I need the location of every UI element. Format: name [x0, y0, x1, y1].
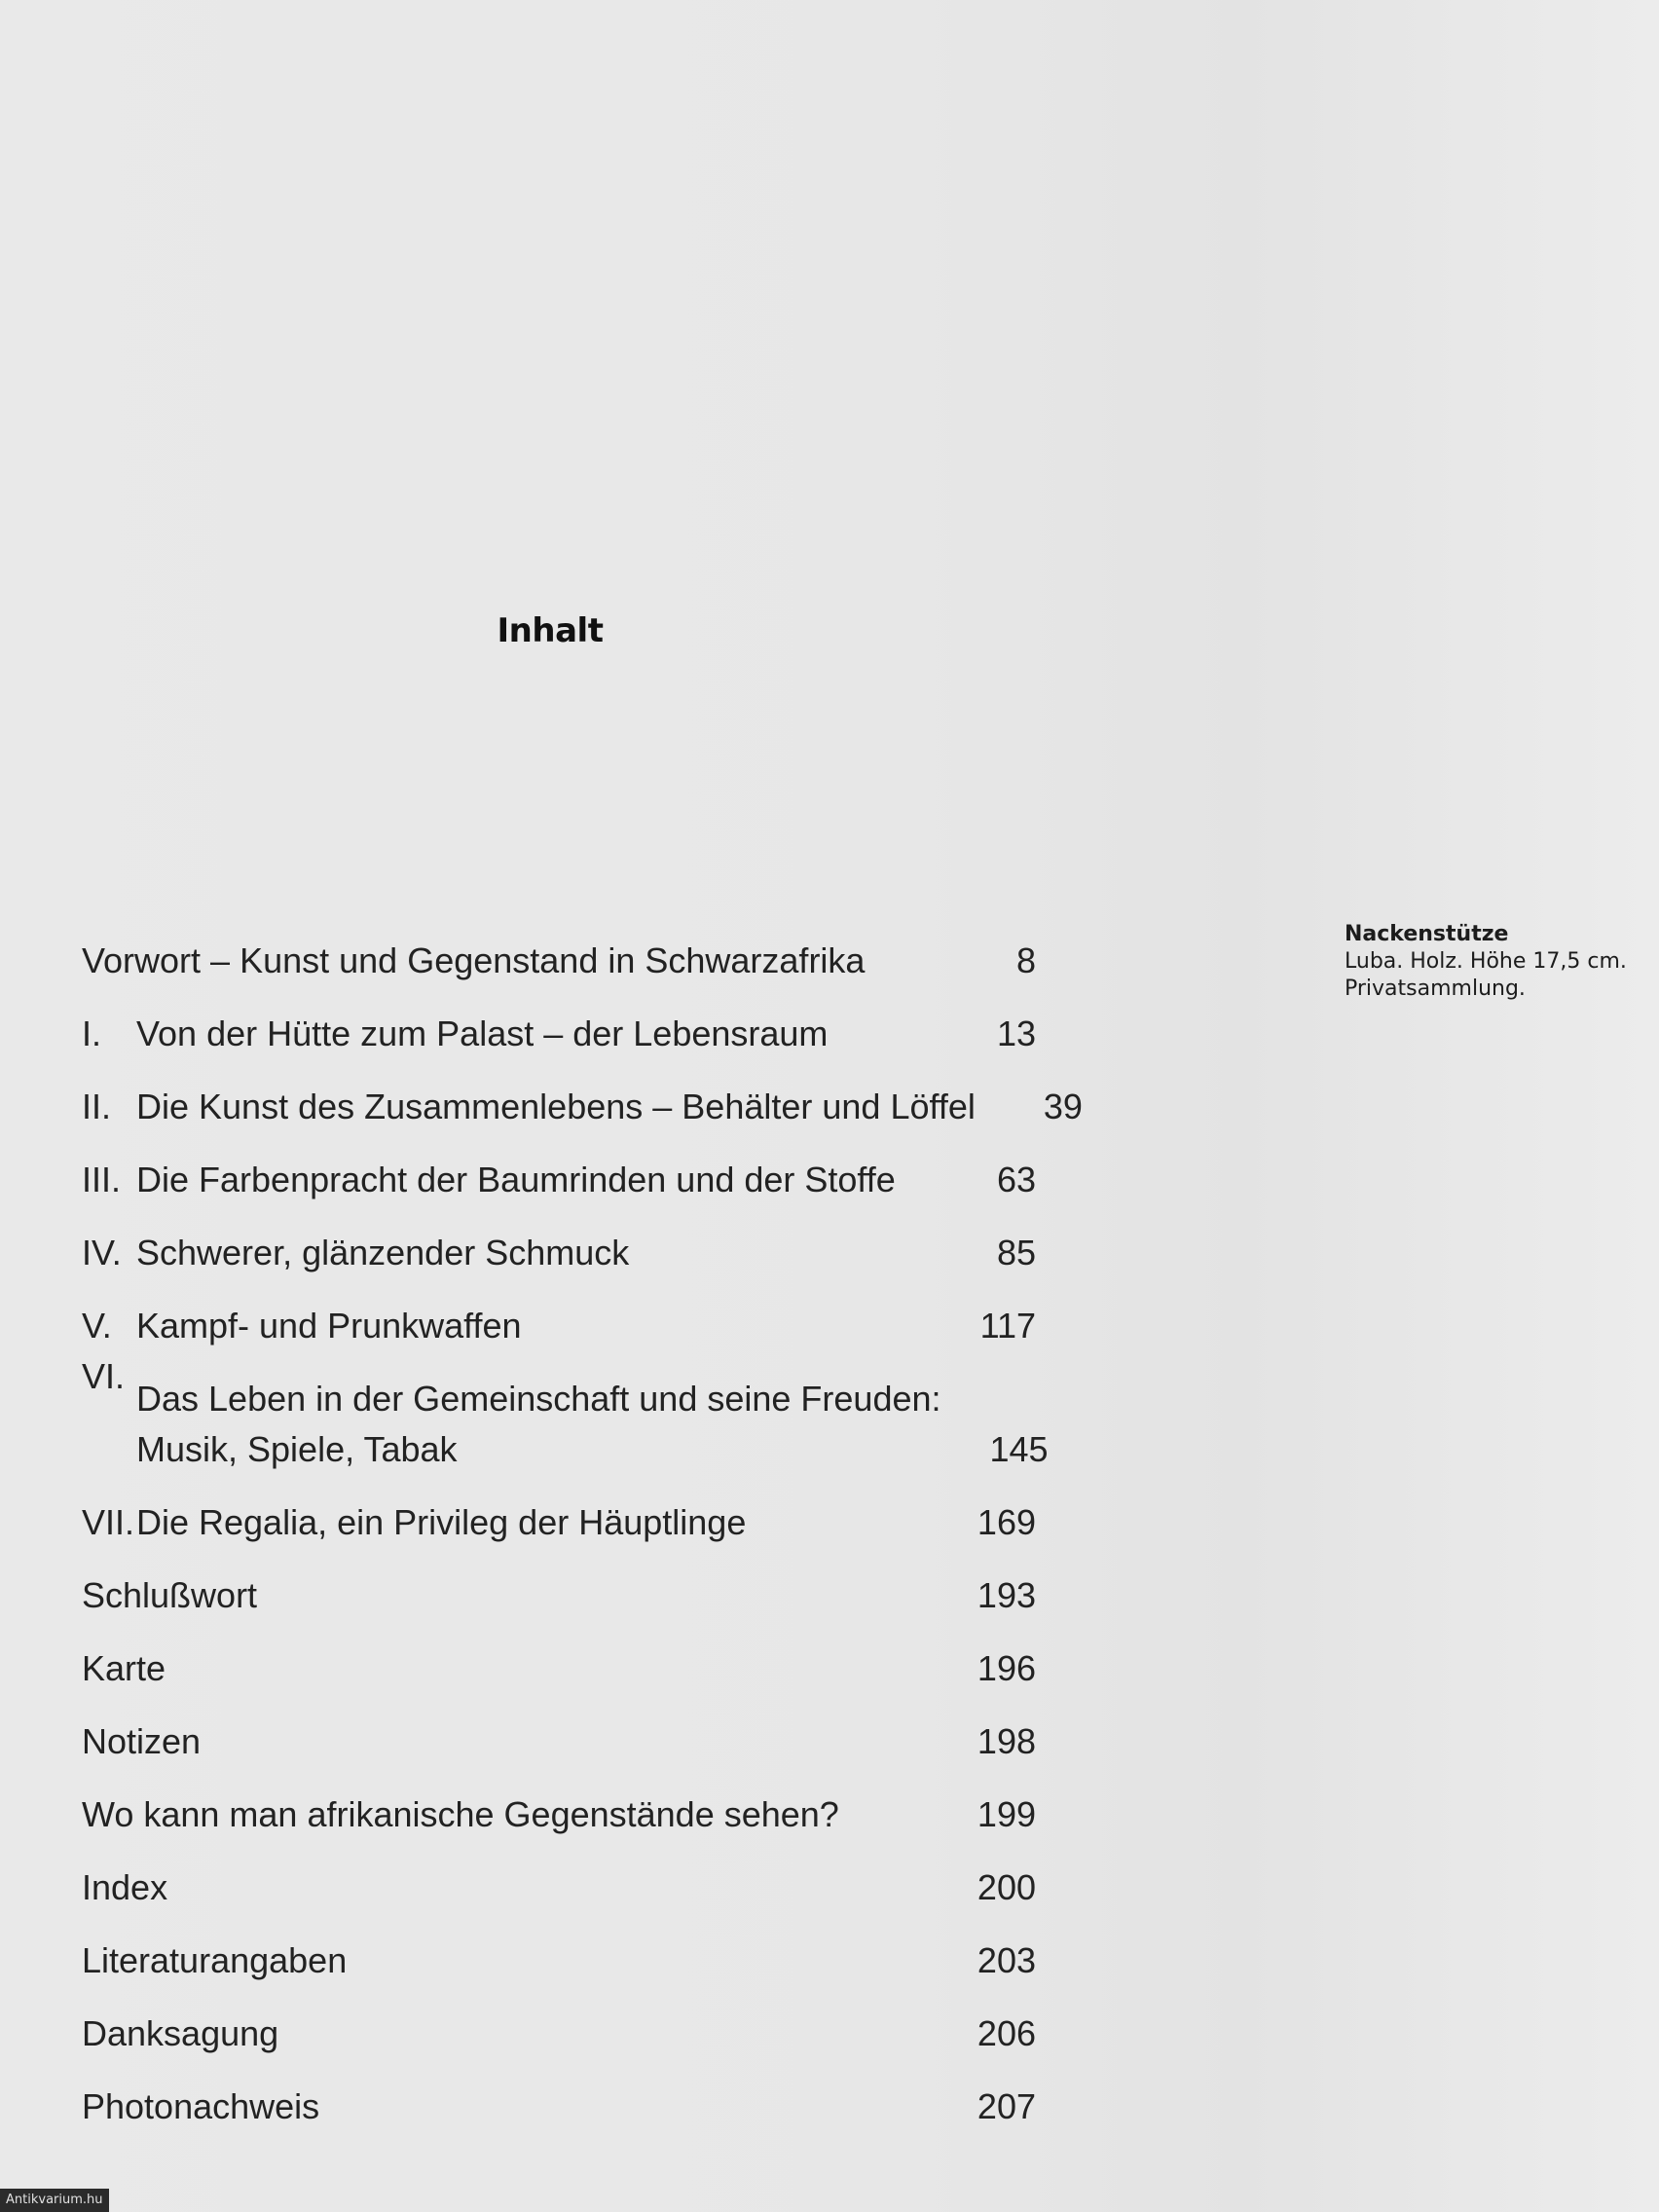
toc-chapter-number: IV.: [82, 1233, 122, 1272]
toc-entry-schlusswort: [82, 1548, 1036, 1621]
toc-page-number: 196: [977, 1648, 1036, 1688]
page-heading: Inhalt: [497, 611, 604, 650]
toc-title: Danksagung: [82, 2013, 279, 2053]
toc-page-number: 207: [977, 2086, 1036, 2126]
toc-title: Index: [82, 1867, 168, 1907]
toc-entry-chapter-2: [82, 1059, 1083, 1132]
toc-title: Die Regalia, ein Privileg der Häuptlinge: [136, 1502, 747, 1542]
toc-entry-museen: [82, 1767, 1036, 1840]
toc-entry-photonachweis: [82, 2059, 1036, 2132]
image-caption: [1345, 921, 1646, 1003]
toc-page-number: 193: [977, 1575, 1036, 1615]
toc-title: Schwerer, glänzender Schmuck: [136, 1233, 630, 1272]
toc-page-number: 63: [996, 1160, 1036, 1199]
toc-entry-danksagung: [82, 1986, 1036, 2059]
toc-page-number: 203: [977, 1940, 1036, 1980]
toc-title-continued: Musik, Spiele, Tabak: [136, 1429, 458, 1469]
toc-entry-karte: [82, 1621, 1036, 1694]
toc-entry-chapter-7: [82, 1475, 1036, 1548]
toc-page-number: 200: [977, 1867, 1036, 1907]
toc-page-number: 85: [996, 1233, 1036, 1272]
toc-title: Wo kann man afrikanische Gegenstände sehen?: [82, 1794, 839, 1834]
toc-title-block: [136, 1374, 941, 1475]
toc-title: Vorwort – Kunst und Gegenstand in Schwarzafrika: [82, 940, 866, 980]
toc-entry-chapter-5: [82, 1278, 1036, 1351]
toc-entry-chapter-3: [82, 1132, 1036, 1205]
toc-entry-chapter-4: [82, 1205, 1036, 1278]
toc-title: Das Leben in der Gemeinschaft und seine Freuden:: [136, 1379, 941, 1419]
toc-chapter-number: VI.: [82, 1356, 126, 1396]
toc-title: Photonachweis: [82, 2086, 320, 2126]
toc-entry-chapter-1: [82, 986, 1036, 1059]
toc-page-number: 13: [996, 1014, 1036, 1053]
toc-entry-vorwort: [82, 913, 1036, 986]
toc-page-number: 198: [977, 1721, 1036, 1761]
toc-chapter-number: V.: [82, 1306, 112, 1346]
caption-line: Luba. Holz. Höhe 17,5 cm.: [1345, 949, 1627, 974]
toc-title: Die Farbenpracht der Baumrinden und der Stoffe: [136, 1160, 896, 1199]
toc-page-number: 8: [1015, 940, 1036, 980]
toc-page-number: 169: [977, 1502, 1036, 1542]
toc-title: Notizen: [82, 1721, 202, 1761]
watermark: Antikvarium.hu: [0, 2189, 109, 2212]
toc-chapter-number: VII.: [82, 1502, 135, 1542]
toc-chapter-number: II.: [82, 1087, 112, 1126]
toc-chapter-number: III.: [82, 1160, 122, 1199]
toc-entry-index: [82, 1840, 1036, 1913]
toc-entry-notizen: [82, 1694, 1036, 1767]
toc-title: Karte: [82, 1648, 166, 1688]
toc-title: Kampf- und Prunkwaffen: [136, 1306, 522, 1346]
toc-page-number: 145: [989, 1429, 1049, 1469]
toc-page-number: 199: [977, 1794, 1036, 1834]
toc-page-number: 117: [979, 1306, 1036, 1346]
toc-page-number: 206: [977, 2013, 1036, 2053]
toc-entry-chapter-6: [82, 1351, 1049, 1475]
toc-title: Schlußwort: [82, 1575, 258, 1615]
caption-title: Nackenstütze: [1345, 922, 1509, 946]
toc-chapter-number: I.: [82, 1014, 102, 1053]
toc-title: Von der Hütte zum Palast – der Lebensraum: [136, 1014, 829, 1053]
toc-page-number: 39: [1043, 1087, 1083, 1126]
toc-title: Die Kunst des Zusammenlebens – Behälter und Löffel: [136, 1087, 976, 1126]
toc-entry-literaturangaben: [82, 1913, 1036, 1986]
toc-title: Literaturangaben: [82, 1940, 348, 1980]
caption-line: Privatsammlung.: [1345, 977, 1526, 1001]
table-of-contents: [82, 913, 1083, 2132]
